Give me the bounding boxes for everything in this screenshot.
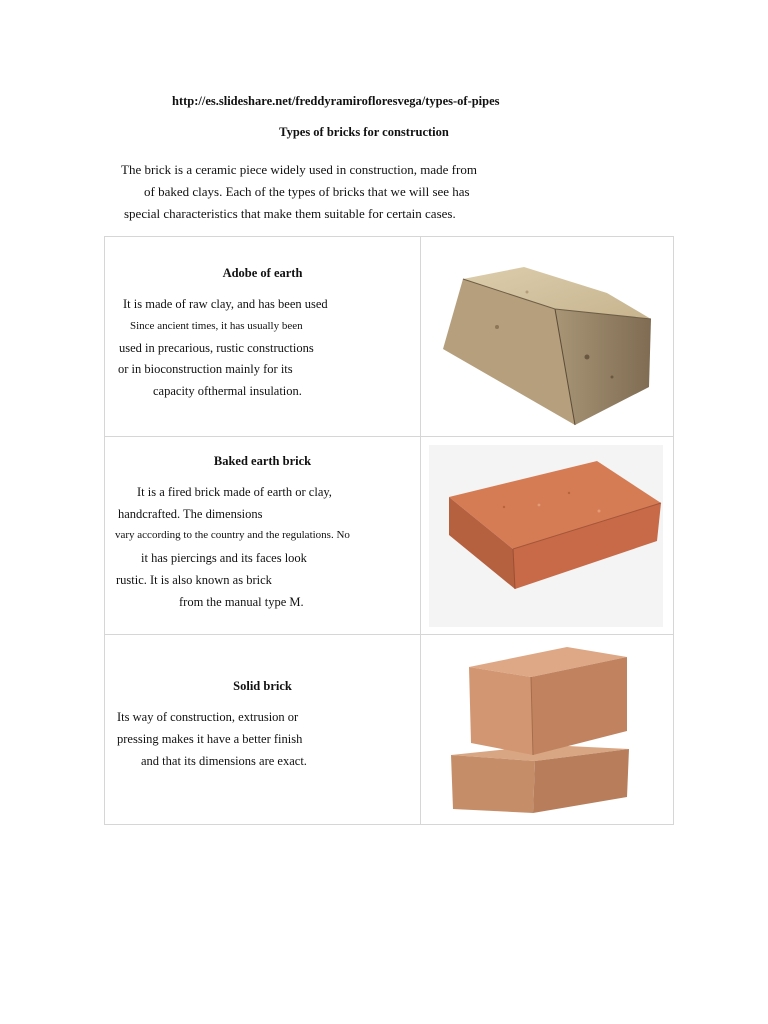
brick-line: used in precarious, rustic constructions <box>119 341 314 355</box>
brick-line: or in bioconstruction mainly for its <box>118 362 293 376</box>
source-url: http://es.slideshare.net/freddyramirofloresvega/types-of-pipes <box>172 94 500 108</box>
brick-line: handcrafted. The dimensions <box>118 507 263 521</box>
brick-image-cell <box>421 237 674 437</box>
brick-line: pressing makes it have a better finish <box>117 732 303 746</box>
brick-line: It is a fired brick made of earth or clay, <box>137 485 332 499</box>
page-title: Types of bricks for construction <box>279 125 449 139</box>
adobe-brick-photo <box>437 247 659 429</box>
brick-line: and that its dimensions are exact. <box>141 754 307 768</box>
intro-line: special characteristics that make them suitable for certain cases. <box>124 206 456 221</box>
brick-line: capacity ofthermal insulation. <box>153 384 302 398</box>
brick-title: Solid brick <box>233 679 292 693</box>
solid-brick-photo <box>447 645 637 817</box>
brick-title: Adobe of earth <box>222 266 303 280</box>
brick-title: Baked earth brick <box>213 454 312 468</box>
brick-line: it has piercings and its faces look <box>141 551 307 565</box>
intro-line: The brick is a ceramic piece widely used in construction, made from <box>121 162 477 177</box>
brick-description-cell <box>105 437 421 635</box>
brick-image-cell <box>421 635 674 825</box>
table-row <box>105 635 674 825</box>
brick-line: from the manual type M. <box>179 595 304 609</box>
table-row <box>105 437 674 635</box>
brick-line: Its way of construction, extrusion or <box>117 710 299 724</box>
intro-line: of baked clays. Each of the types of bricks that we will see has <box>144 184 470 199</box>
brick-description-cell <box>105 635 421 825</box>
table-row <box>105 237 674 437</box>
baked-brick-photo <box>429 445 663 627</box>
brick-line: rustic. It is also known as brick <box>116 573 272 587</box>
brick-line: It is made of raw clay, and has been used <box>123 297 328 311</box>
bricks-table <box>104 236 674 825</box>
brick-description-cell <box>105 237 421 437</box>
brick-line: vary according to the country and the regulations. No <box>115 529 350 541</box>
brick-image-cell <box>421 437 674 635</box>
brick-line: Since ancient times, it has usually been <box>130 320 303 332</box>
